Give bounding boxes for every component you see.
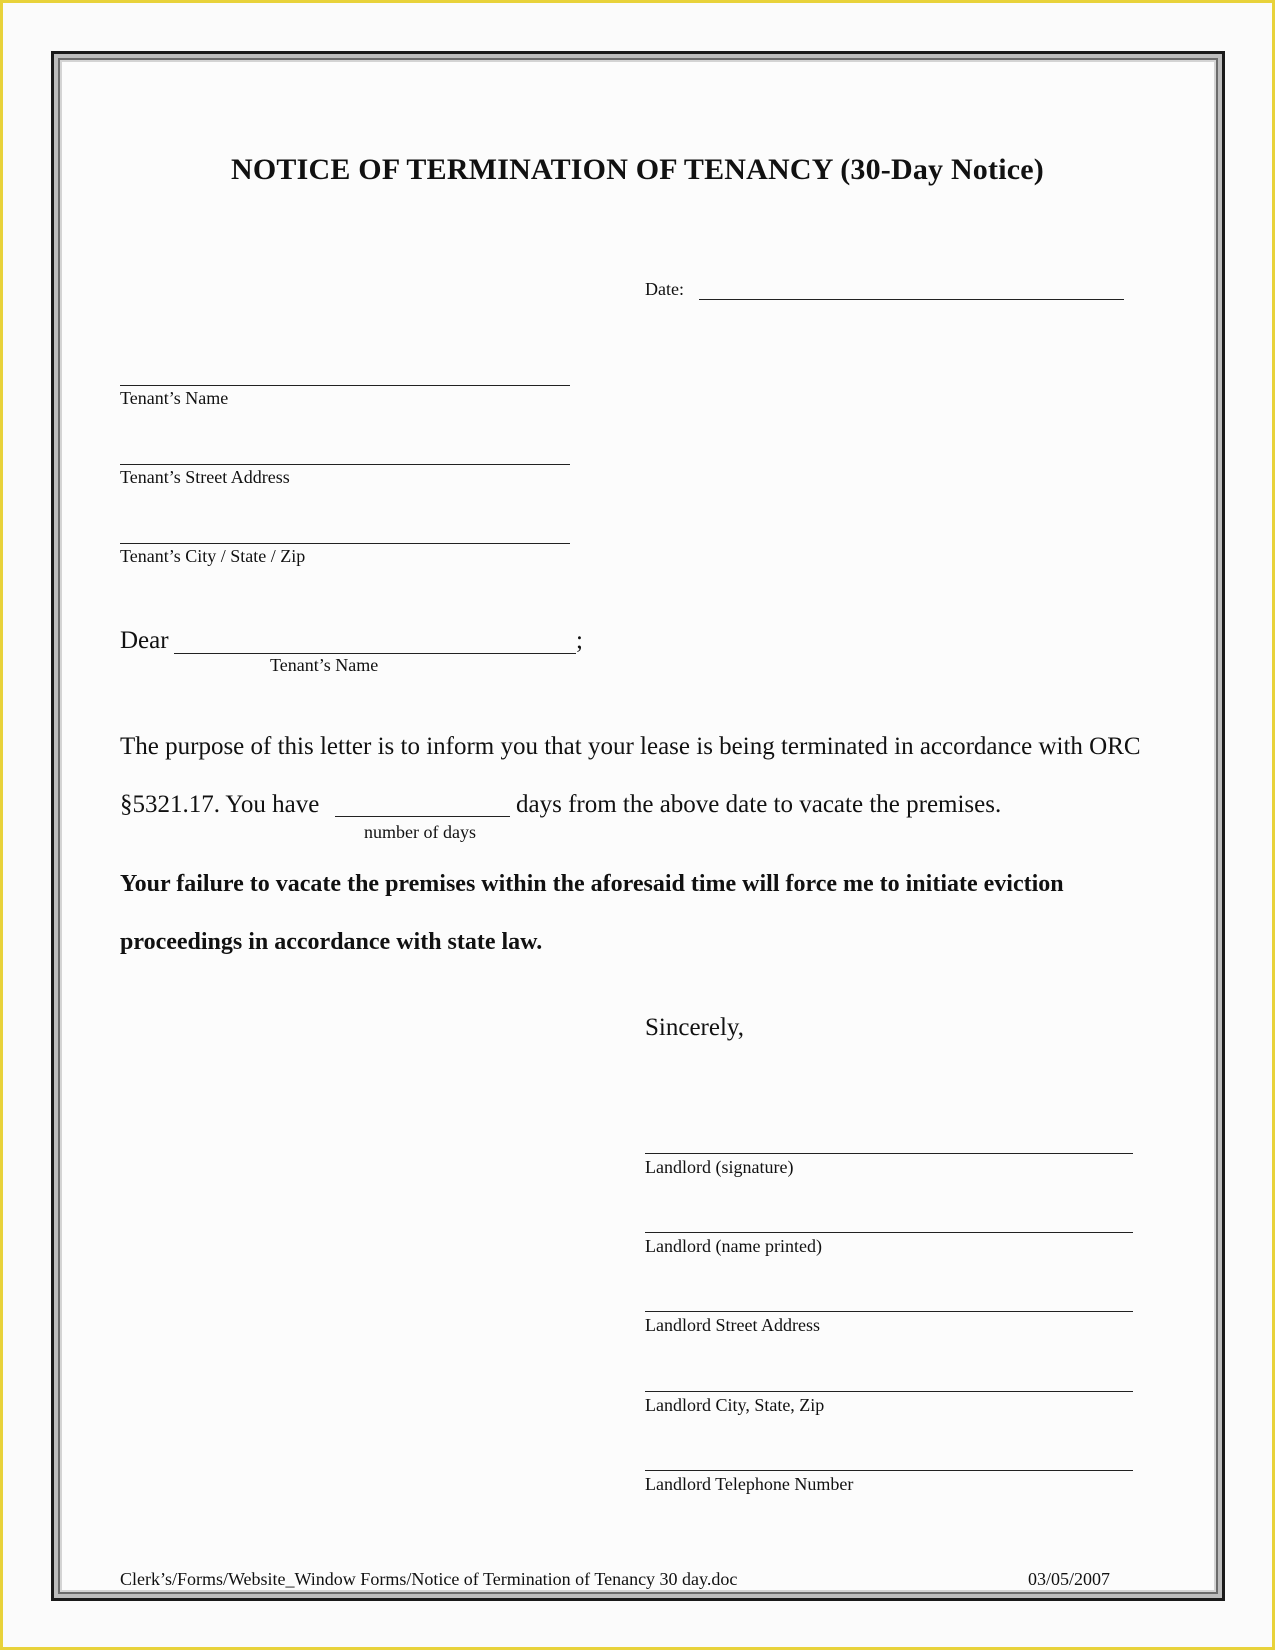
warning-line-2: proceedings in accordance with state law. <box>120 929 543 955</box>
salutation-name-line[interactable] <box>174 653 576 654</box>
landlord-phone-line[interactable] <box>645 1470 1133 1471</box>
landlord-street-caption: Landlord Street Address <box>645 1315 820 1335</box>
tenant-street-line[interactable] <box>120 464 570 465</box>
landlord-name-caption: Landlord (name printed) <box>645 1236 822 1256</box>
days-caption: number of days <box>364 822 476 842</box>
document-title: NOTICE OF TERMINATION OF TENANCY (30-Day Notice) <box>231 153 1044 186</box>
date-label: Date: <box>645 279 684 299</box>
paragraph-line-2-end: days from the above date to vacate the premises. <box>516 791 1002 818</box>
landlord-city-line[interactable] <box>645 1391 1133 1392</box>
landlord-signature-line[interactable] <box>645 1153 1133 1154</box>
warning-line-1: Your failure to vacate the premises within the aforesaid time will force me to initiate eviction <box>120 871 1064 897</box>
tenant-name-line[interactable] <box>120 385 570 386</box>
landlord-name-line[interactable] <box>645 1232 1133 1233</box>
salutation-caption: Tenant’s Name <box>270 655 379 675</box>
salutation-word: Dear <box>120 627 169 654</box>
landlord-signature-caption: Landlord (signature) <box>645 1157 794 1177</box>
footer-date: 03/05/2007 <box>1028 1569 1111 1589</box>
closing: Sincerely, <box>645 1014 745 1041</box>
tenant-name-caption: Tenant’s Name <box>120 388 229 408</box>
landlord-city-caption: Landlord City, State, Zip <box>645 1395 825 1415</box>
days-field-line[interactable] <box>335 816 510 817</box>
paragraph-line-1: The purpose of this letter is to inform you that your lease is being terminated in accordance with ORC <box>120 733 1141 760</box>
footer-path: Clerk’s/Forms/Website_Window Forms/Notice of Termination of Tenancy 30 day.doc <box>120 1569 738 1589</box>
landlord-phone-caption: Landlord Telephone Number <box>645 1474 854 1494</box>
tenant-street-caption: Tenant’s Street Address <box>120 467 290 487</box>
paragraph-line-2-start: §5321.17. You have <box>120 791 320 818</box>
tenant-city-caption: Tenant’s City / State / Zip <box>120 546 306 566</box>
date-field-line[interactable] <box>699 299 1124 300</box>
landlord-street-line[interactable] <box>645 1311 1133 1312</box>
document-border <box>51 51 1225 1601</box>
tenant-city-line[interactable] <box>120 543 570 544</box>
salutation-terminator: ; <box>576 627 583 654</box>
